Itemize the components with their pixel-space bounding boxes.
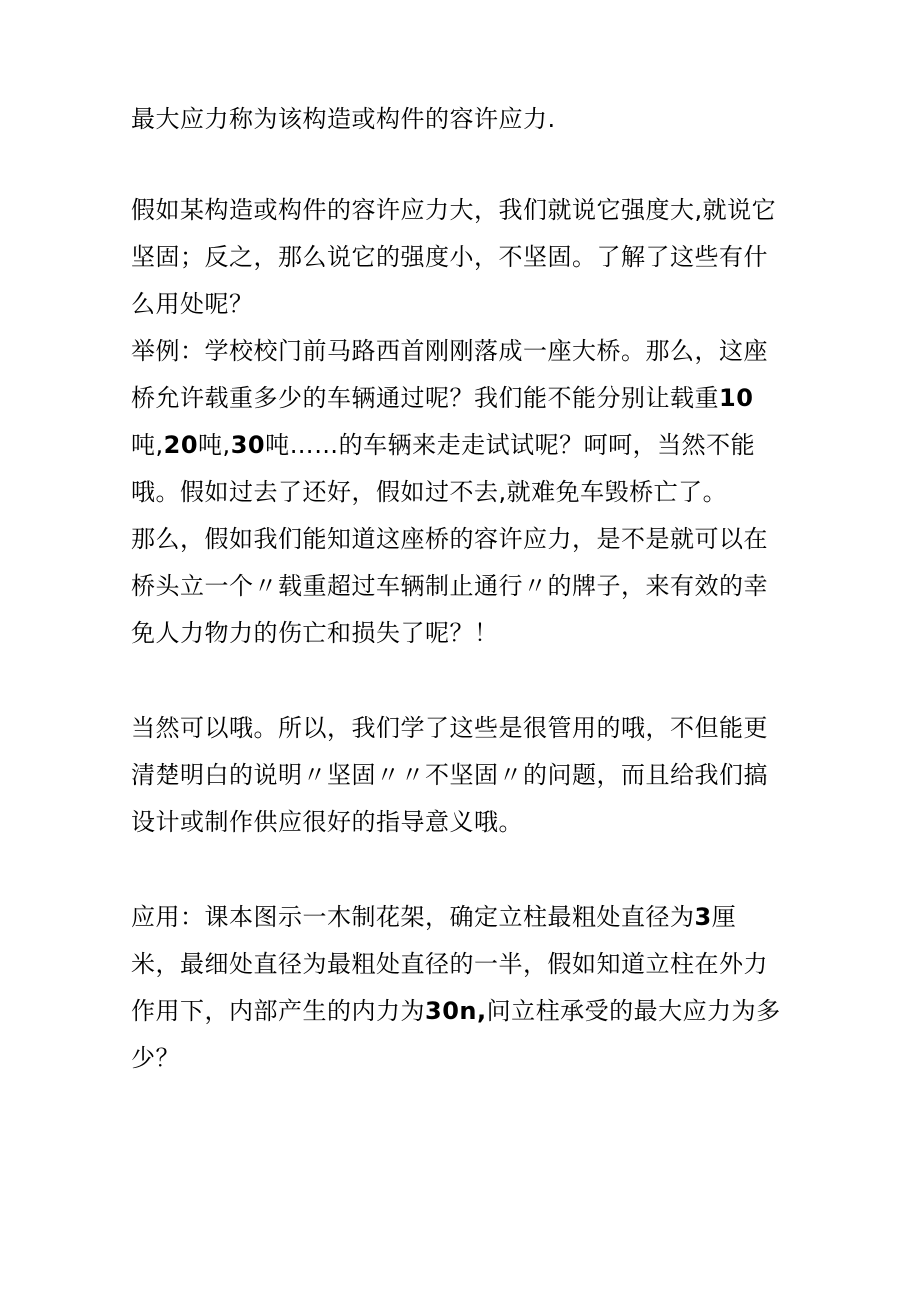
text-segment: 最大应力称为该构造或构件的容许应力.	[131, 105, 556, 133]
paragraph-3-line-1	[131, 335, 768, 367]
text-segment: 清楚明白的说明〃坚固〃〃不坚固〃的问题，而且给我们搞	[131, 761, 768, 789]
paragraph-2-line-1	[131, 194, 776, 226]
paragraph-3-line-2	[131, 382, 753, 414]
bold-number: 30n,	[425, 997, 487, 1025]
paragraph-3-line-3	[131, 429, 755, 461]
text-segment: 哦。假如过去了还好，假如过不去,就难免车毁桥亡了。	[131, 478, 728, 506]
paragraph-2-line-3	[131, 288, 254, 320]
text-segment: 当然可以哦。所以，我们学了这些是很管用的哦，不但能更	[131, 714, 768, 742]
paragraph-3-line-4	[131, 476, 727, 508]
text-segment: 作用下，内部产生的内力为	[131, 997, 425, 1025]
text-segment: 米，最细处直径为最粗处直径的一半，假如知道立柱在外力	[131, 950, 768, 978]
paragraph-5-line-1	[131, 712, 768, 744]
paragraph-6-line-4	[131, 1042, 180, 1074]
bold-number: 30	[230, 431, 266, 459]
text-segment: 那么，假如我们能知道这座桥的容许应力，是不是就可以在	[131, 525, 768, 553]
text-segment: 举例：学校校门前马路西首刚刚落成一座大桥。那么，这座	[131, 337, 768, 365]
paragraph-1-line-1	[131, 103, 556, 135]
bold-number: 20	[163, 431, 199, 459]
text-segment: 吨……的车辆来走走试试呢？呵呵，当然不能	[265, 431, 756, 459]
text-segment: 桥允许载重多少的车辆通过呢？我们能不能分别让载重	[131, 384, 719, 412]
paragraph-5-line-2	[131, 759, 768, 791]
text-segment: 吨,	[198, 431, 231, 459]
text-segment: 假如某构造或构件的容许应力大，我们就说它强度大,就说它	[131, 196, 777, 224]
text-segment: 问立柱承受的最大应力为多	[486, 997, 781, 1025]
text-segment: 桥头立一个〃载重超过车辆制止通行〃的牌子，来有效的幸	[131, 572, 768, 600]
text-segment: 免人力物力的伤亡和损失了呢？！	[131, 619, 499, 647]
bold-number: 10	[719, 384, 754, 412]
text-segment: 设计或制作供应很好的指导意义哦。	[131, 808, 523, 836]
paragraph-6-line-3	[131, 995, 781, 1027]
paragraph-2-line-2	[131, 241, 768, 273]
paragraph-6-line-2	[131, 948, 768, 980]
text-segment: 厘	[711, 903, 737, 931]
text-segment: 吨,	[131, 431, 164, 459]
paragraph-4-line-2	[131, 570, 768, 602]
bold-number: 3	[694, 903, 712, 931]
text-segment: 么用处呢？	[131, 290, 254, 318]
paragraph-4-line-1	[131, 523, 768, 555]
paragraph-5-line-3	[131, 806, 523, 838]
paragraph-4-line-3	[131, 617, 499, 649]
text-segment: 坚固；反之，那么说它的强度小，不坚固。了解了这些有什	[131, 243, 768, 271]
text-segment: 少？	[131, 1044, 180, 1072]
text-segment: 应用：课本图示一木制花架，确定立柱最粗处直径为	[131, 903, 695, 931]
paragraph-6-line-1	[131, 901, 736, 933]
